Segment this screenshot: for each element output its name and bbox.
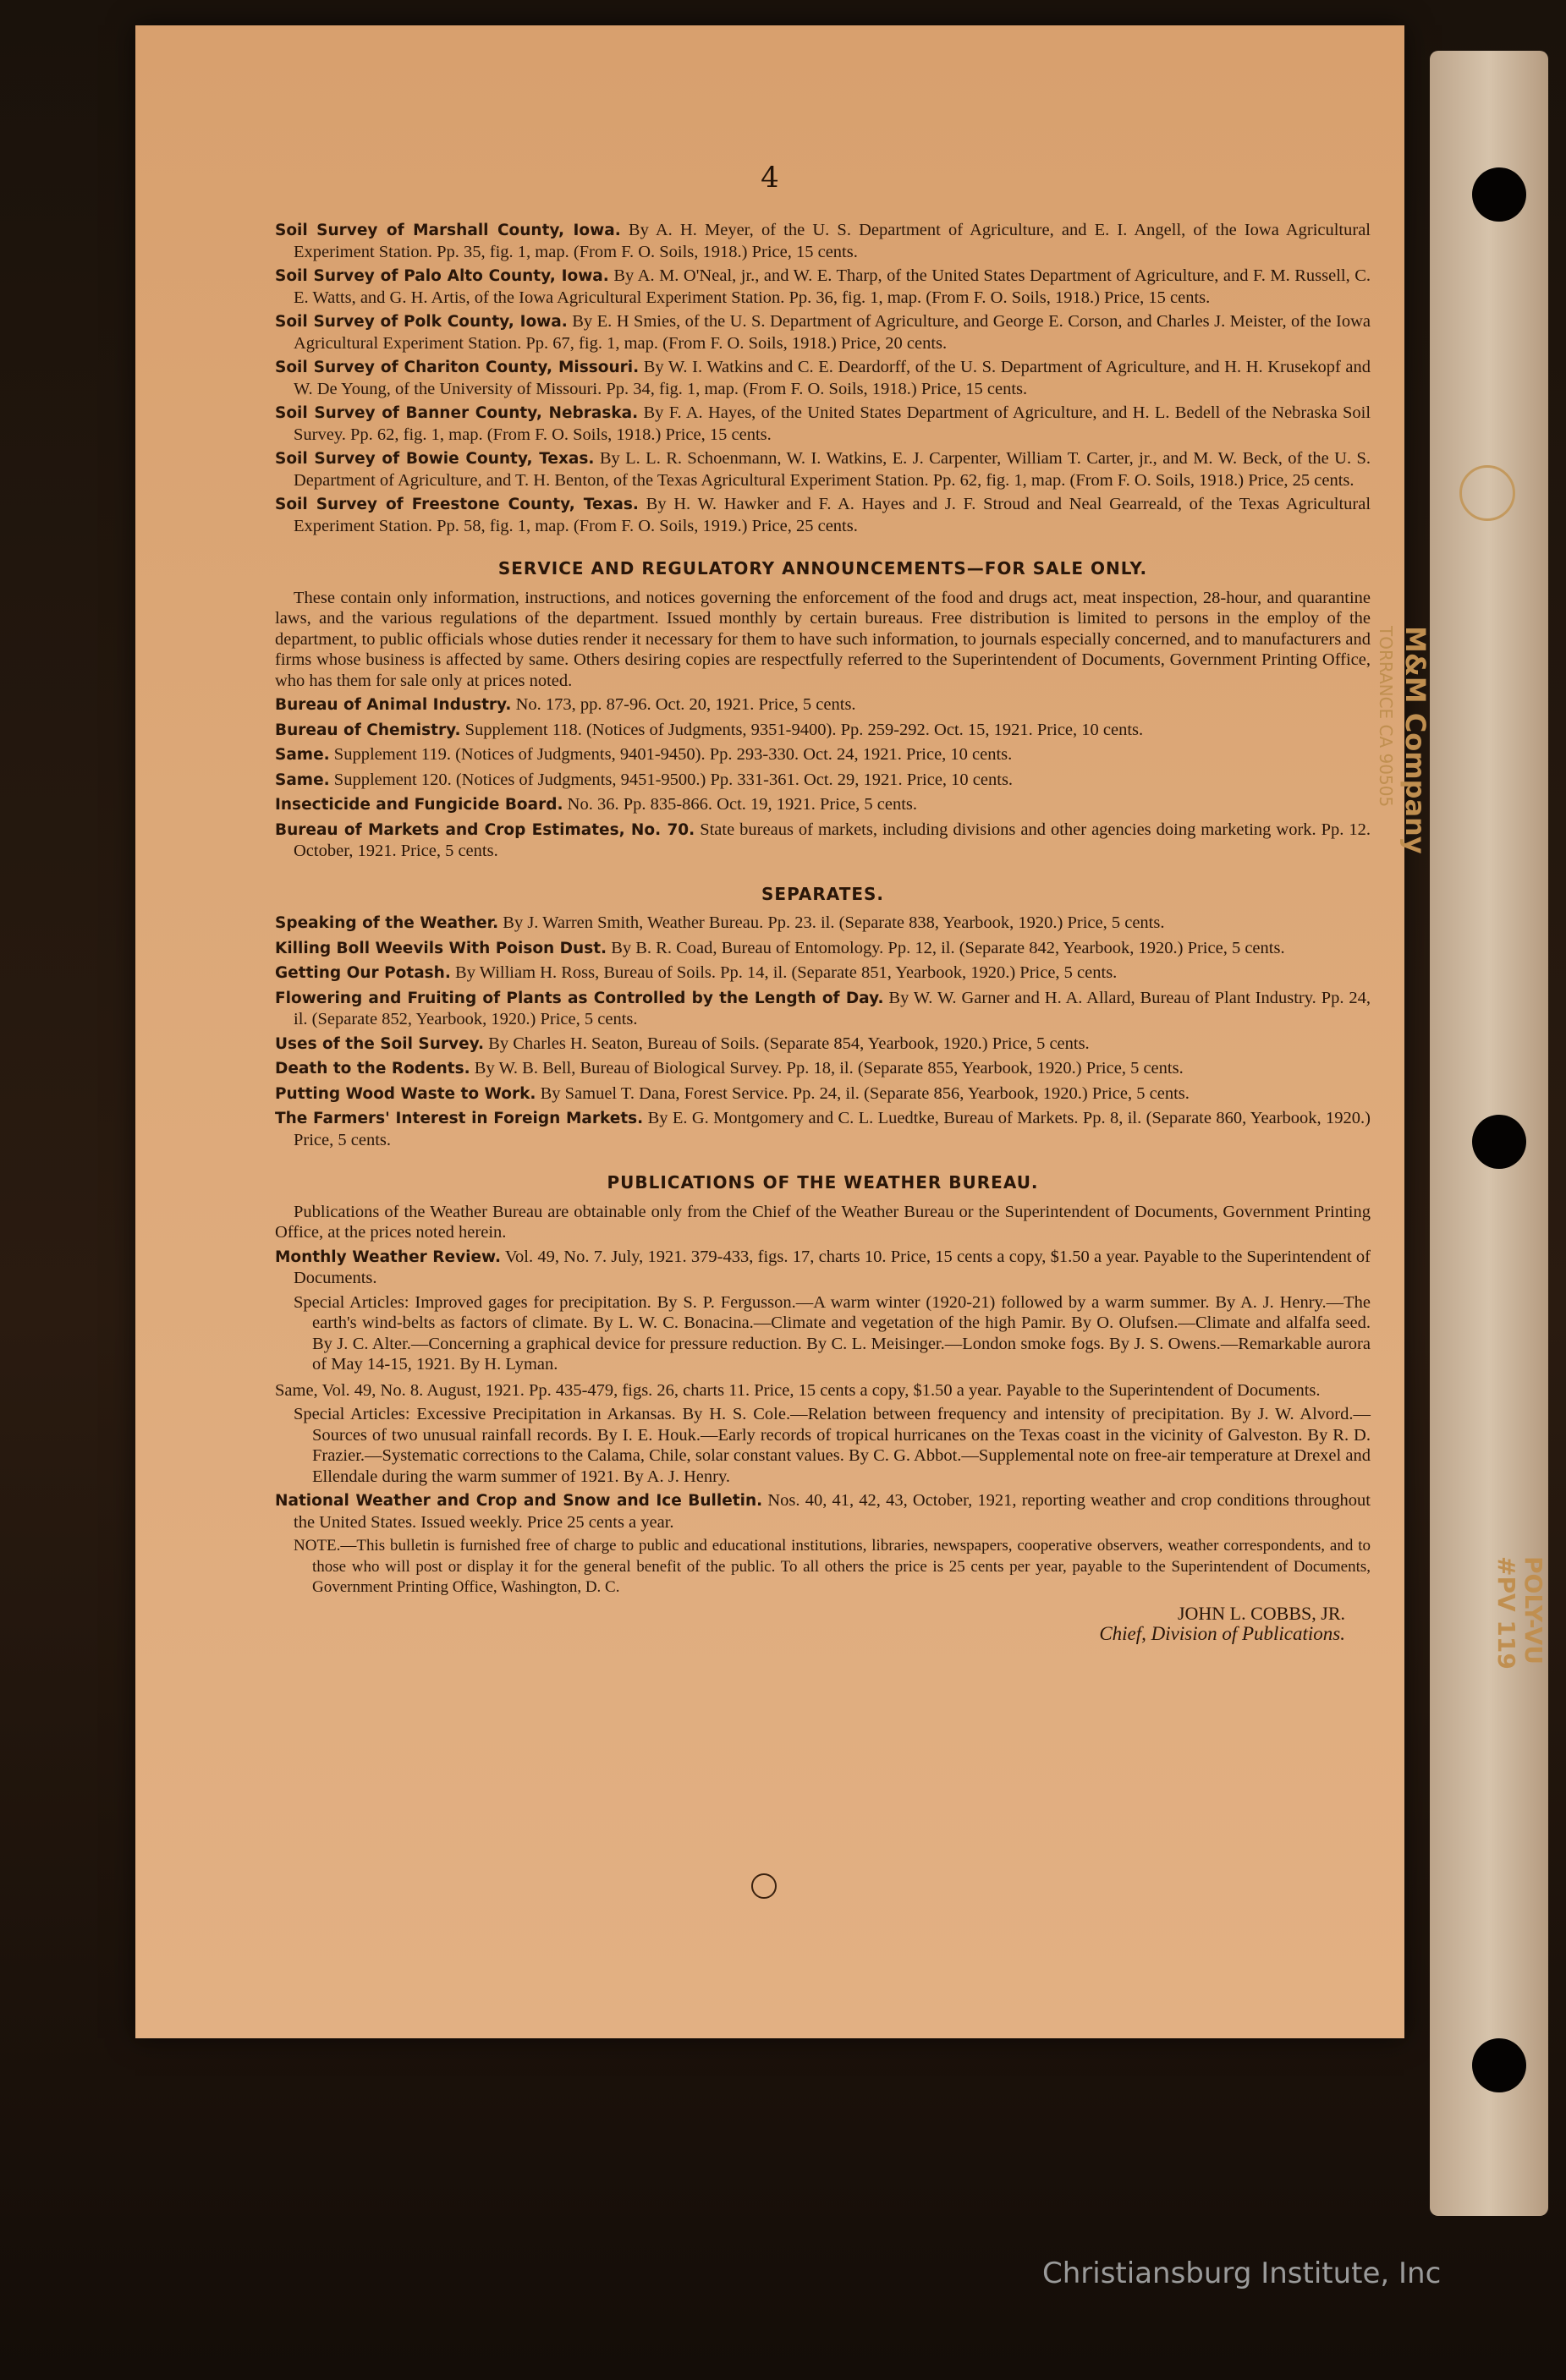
signature-name: JOHN L. COBBS, JR. (1177, 1602, 1345, 1624)
entry-text: Vol. 49, No. 7. July, 1921. 379-433, figs. 17, charts 10. Price, 15 cents a copy, $1.50 a year. Payable to the Superintendent of Documents. (294, 1247, 1371, 1287)
separate-entry (275, 962, 1371, 984)
separates-list (275, 913, 1371, 1150)
entry-title: Speaking of the Weather. (275, 914, 499, 932)
document-page (135, 25, 1404, 2038)
entry-text: By E. G. Montgomery and C. L. Luedtke, Bureau of Markets. Pp. 8, il. (Separate 860, Yearbook, 1920.) Price, 5 cents. (294, 1109, 1371, 1149)
service-list (275, 694, 1371, 862)
entry-text: By Charles H. Seaton, Bureau of Soils. (Separate 854, Yearbook, 1920.) Price, 5 cents. (488, 1034, 1090, 1053)
entry-title: The Farmers' Interest in Foreign Markets. (275, 1110, 644, 1127)
service-entry (275, 794, 1371, 816)
separate-entry (275, 1108, 1371, 1150)
separate-entry (275, 913, 1371, 935)
soil-survey-entry (275, 403, 1371, 445)
weather-bulletin (275, 1490, 1371, 1533)
entry-text: State bureaus of markets, including divisions and other agencies doing marketing work. Pp. 12. October, 1921. Price, 5 cents. (294, 820, 1371, 860)
weather-review-july (275, 1247, 1371, 1289)
sleeve-model-line2: #PV 119 (1492, 1556, 1520, 1670)
entry-text: By B. R. Coad, Bureau of Entomology. Pp. 12, il. (Separate 842, Yearbook, 1920.) Price, 5 cents. (611, 938, 1285, 957)
entry-title: Soil Survey of Marshall County, Iowa. (275, 222, 621, 239)
sleeve-location: TORRANCE CA 90505 (1376, 626, 1396, 808)
weather-review-august-articles: Special Articles: Excessive Precipitation in Arkansas. By H. S. Cole.—Relation between frequency and intensity of precipitation. By J. W. Alvord.—Sources of two unusual rainfall records. By I. E. Houk.—Early records of tropical hurricanes on the Texas coast in the vicinity of Galveston. By R. D. Frazier.—Systematic corrections to the Calama, Chile, solar constant values. By C. G. Abbot.—Supplemental note on free-air temperature at Drexel and Ellendale during the warm summer of 1921. By A. J. Henry. (294, 1405, 1371, 1486)
entry-text: By W. I. Watkins and C. E. Deardorff, of the U. S. Department of Agriculture, and H. H. Krusekopf and W. De Young, of the University of Missouri. Pp. 34, fig. 1, map. (From F. O. Soils, 1918.) Price, 15 cents. (294, 358, 1371, 398)
soil-survey-entry (275, 311, 1371, 354)
soil-survey-entry (275, 266, 1371, 308)
entry-title: Soil Survey of Palo Alto County, Iowa. (275, 267, 609, 285)
service-entry (275, 694, 1371, 716)
entry-title: Same. (275, 770, 330, 789)
entry-title: Bureau of Animal Industry. (275, 696, 512, 714)
entry-text: By W. W. Garner and H. A. Allard, Bureau of Plant Industry. Pp. 24, il. (Separate 852, Yearbook, 1920.) Price, 5 cents. (294, 988, 1371, 1028)
entry-title: Flowering and Fruiting of Plants as Controlled by the Length of Day. (275, 989, 884, 1007)
sleeve-model (1492, 1556, 1547, 1670)
weather-heading: PUBLICATIONS OF THE WEATHER BUREAU. (607, 1172, 1039, 1193)
entry-title: Soil Survey of Chariton County, Missouri. (275, 359, 640, 376)
signature-title: Chief, Division of Publications. (1099, 1623, 1345, 1644)
separates-heading: SEPARATES. (761, 883, 884, 904)
entry-text: By W. B. Bell, Bureau of Biological Survey. Pp. 18, il. (Separate 855, Yearbook, 1920.) Price, 5 cents. (474, 1059, 1184, 1078)
service-heading: SERVICE AND REGULATORY ANNOUNCEMENTS—FOR SALE ONLY. (497, 558, 1148, 579)
entry-text: No. 36. Pp. 835-866. Oct. 19, 1921. Price, 5 cents. (567, 795, 918, 814)
entry-text: By J. Warren Smith, Weather Bureau. Pp. 23. il. (Separate 838, Yearbook, 1920.) Price, 5 cents. (503, 913, 1165, 932)
sleeve-model-line1: POLY-VU (1519, 1556, 1547, 1664)
separate-entry (275, 938, 1371, 960)
entry-title: Getting Our Potash. (275, 964, 451, 982)
entry-text: By A. H. Meyer, of the U. S. Department of Agriculture, and E. I. Angell, of the Iowa Agricultural Experiment Station. Pp. 35, fig. 1, map. (From F. O. Soils, 1918.) Price, 15 cents. (294, 221, 1371, 261)
entry-text: Vol. 49, No. 8. August, 1921. Pp. 435-479, figs. 26, charts 11. Price, 15 cents a copy, $1.50 a year. Payable to the Superintendent of Documents. (321, 1380, 1321, 1400)
weather-note: NOTE.—This bulletin is furnished free of charge to public and educational institutions, libraries, newspapers, cooperative observers, weather correspondents, and to those who will post or display it for the general benefit of the public. To all others the price is 25 cents per year, payable to the Superintendent of Documents, Government Printing Office, Washington, D. C. (294, 1537, 1371, 1596)
soil-survey-entry (275, 220, 1371, 262)
entry-title: Bureau of Chemistry. (275, 721, 461, 739)
service-entry (275, 744, 1371, 766)
page-circle-mark (751, 1873, 777, 1899)
entry-text: Supplement 118. (Notices of Judgments, 9351-9400). Pp. 259-292. Oct. 15, 1921. Price, 10 cents. (464, 720, 1144, 739)
entry-title: Putting Wood Waste to Work. (275, 1084, 536, 1103)
soil-survey-entry (275, 357, 1371, 399)
entry-text: By L. L. R. Schoenmann, W. I. Watkins, E. J. Carpenter, William T. Carter, jr., and M. W. Beck, of the U. S. Department of Agriculture, and T. H. Benton, of the Texas Agricultural Experiment Station. Pp. 62, fig. 1, map. (From F. O. Soils, 1918.) Price, 25 cents. (294, 449, 1371, 490)
entry-title: Bureau of Markets and Crop Estimates, No. 70. (275, 820, 695, 839)
entry-text: By A. M. O'Neal, jr., and W. E. Tharp, of the United States Department of Agriculture, and F. M. Russell, C. E. Watts, and G. H. Artis, of the Iowa Agricultural Experiment Station. Pp. 36, fig. 1, map. (From F. O. Soils, 1918.) Price, 15 cents. (294, 266, 1371, 307)
entry-title: Soil Survey of Bowie County, Texas. (275, 450, 595, 468)
soil-survey-list (275, 220, 1371, 536)
soil-survey-entry (275, 494, 1371, 536)
entry-title: Death to the Rodents. (275, 1060, 470, 1078)
brand-logo-icon (1459, 465, 1515, 521)
service-intro: These contain only information, instructions, and notices governing the enforcement of the food and drugs act, meat inspection, 28-hour, and quarantine laws, and the various regulations of the department. Issued monthly by certain bureaus. Free distribution is limited to persons in the employ of the department, to public officials whose duties render it necessary for them to have such information, to journals especially concerned, and to manufacturers and firms whose business is affected by same. Others desiring copies are respectfully referred to the Superintendent of Documents, Government Printing Office, who has them for sale only at prices noted. (275, 588, 1371, 690)
entry-title: Same. (275, 746, 330, 764)
entry-text: Supplement 119. (Notices of Judgments, 9401-9450). Pp. 293-330. Oct. 24, 1921. Price, 10 cents. (333, 745, 1013, 764)
entry-text: No. 173, pp. 87-96. Oct. 20, 1921. Price, 5 cents. (515, 695, 856, 714)
entry-title: Same, (275, 1380, 318, 1400)
entry-title: Soil Survey of Polk County, Iowa. (275, 313, 568, 331)
binder-hole-bottom (1472, 2038, 1526, 2092)
entry-text: By E. H Smies, of the U. S. Department of Agriculture, and George E. Corson, and Charles J. Meister, of the Iowa Agricultural Experiment Station. Pp. 67, fig. 1, map. (From F. O. Soils, 1918.) Price, 20 cents. (294, 312, 1371, 353)
binder-hole-top (1472, 167, 1526, 222)
binder-hole-middle (1472, 1115, 1526, 1169)
service-entry (275, 820, 1371, 862)
entry-text: By Samuel T. Dana, Forest Service. Pp. 24, il. (Separate 856, Yearbook, 1920.) Price, 5 cents. (540, 1083, 1190, 1103)
entry-text: Nos. 40, 41, 42, 43, October, 1921, reporting weather and crop conditions throughout the United States. Issued weekly. Price 25 cents a year. (294, 1491, 1371, 1532)
sleeve-brand: M&M Company (1399, 626, 1431, 854)
watermark: Christiansburg Institute, Inc (1042, 2257, 1442, 2290)
page-number: 4 (761, 161, 779, 195)
entry-title: Monthly Weather Review. (275, 1248, 501, 1266)
separate-entry (275, 1058, 1371, 1080)
page-content (275, 220, 1371, 1645)
separate-entry (275, 1034, 1371, 1056)
entry-title: Uses of the Soil Survey. (275, 1034, 485, 1053)
entry-text: By William H. Ross, Bureau of Soils. Pp. 14, il. (Separate 851, Yearbook, 1920.) Price, 5 cents. (455, 963, 1118, 982)
entry-title: Killing Boll Weevils With Poison Dust. (275, 939, 607, 957)
entry-title: Soil Survey of Freestone County, Texas. (275, 496, 639, 513)
entry-text: Supplement 120. (Notices of Judgments, 9451-9500.) Pp. 331-361. Oct. 29, 1921. Price, 10 cents. (333, 770, 1014, 789)
entry-text: By F. A. Hayes, of the United States Department of Agriculture, and H. L. Bedell of the Nebraska Soil Survey. Pp. 62, fig. 1, map. (From F. O. Soils, 1918.) Price, 15 cents. (294, 403, 1371, 444)
weather-review-july-articles: Special Articles: Improved gages for precipitation. By S. P. Fergusson.—A warm winter (1920-21) followed by a warm summer. By A. J. Henry.—The earth's wind-belts as factors of climate. By L. W. C. Bonacina.—Climate and vegetation of the high Pamir. By O. Olufsen.—Climate and alfalfa seed. By J. C. Alter.—Concerning a graphical device for pressure reduction. By C. L. Meisinger.—London smoke fogs. By J. S. Owens.—Remarkable aurora of May 14-15, 1921. By H. Lyman. (294, 1292, 1371, 1374)
weather-review-august (275, 1380, 1371, 1401)
weather-intro: Publications of the Weather Bureau are obtainable only from the Chief of the Weather Bureau or the Superintendent of Documents, Government Printing Office, at the prices noted herein. (275, 1202, 1371, 1242)
service-entry (275, 720, 1371, 742)
soil-survey-entry (275, 448, 1371, 491)
separate-entry (275, 1083, 1371, 1105)
entry-title: Soil Survey of Banner County, Nebraska. (275, 404, 639, 422)
entry-text: By H. W. Hawker and F. A. Hayes and J. F. Stroud and Neal Gearreald, of the Texas Agricultural Experiment Station. Pp. 58, fig. 1, map. (From F. O. Soils, 1919.) Price, 25 cents. (294, 495, 1371, 535)
signature-block (275, 1604, 1371, 1645)
service-entry (275, 770, 1371, 792)
entry-title: Insecticide and Fungicide Board. (275, 796, 563, 814)
separate-entry (275, 988, 1371, 1030)
entry-title: National Weather and Crop and Snow and Ice Bulletin. (275, 1492, 763, 1510)
